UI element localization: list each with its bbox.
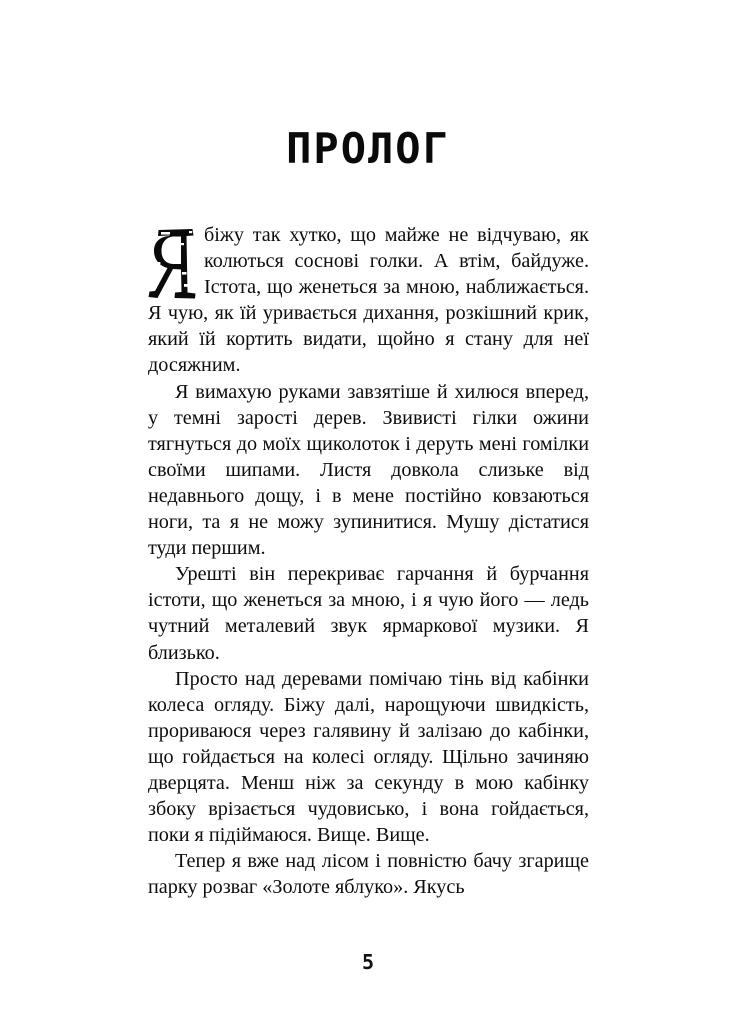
drop-cap-ya-icon (148, 226, 200, 300)
paragraph-1 (148, 222, 589, 379)
paragraph-3 (148, 561, 589, 665)
paragraph-2 (148, 379, 589, 562)
paragraph-text: Просто над деревами помічаю тінь від кабінки колеса огляду. Біжу далі, нарощуючи швидкість, прориваюся через галявину й залізаю до кабінки, що гойдається на колесі огляду. Щільно зачиняю дверцята. Менш ніж за секунду в мою кабінку збоку врізається чудовисько, і вона гойдається, поки я підіймаюся. Вище. Вище. (148, 667, 589, 847)
chapter-title: ПРОЛОГ (286, 124, 450, 174)
body-text (148, 222, 589, 900)
paragraph-4 (148, 666, 589, 849)
paragraph-text: Урешті він перекриває гарчання й бурчання істоти, що женеться за мною, і я чую його — ледь чутний металевий звук ярмаркової музики. Я близько. (148, 563, 589, 664)
paragraph-text: Тепер я вже над лісом і повністю бачу згарище парку розваг «Золоте яблуко». Якусь (148, 850, 589, 899)
paragraph-text: біжу так хутко, що майже не відчуваю, як колються соснові голки. А втім, байдуже. Істота, що женеться за мною, наближається. Я чую, як їй уривається дихання, розкішний крик, який їй кортить видати, щойно я стану для неї досяжним. (148, 224, 589, 377)
paragraph-5 (148, 848, 589, 900)
page-number: 5 (361, 950, 375, 974)
paragraph-text: Я вимахую руками завзятіше й хилюся вперед, у темні зарості дерев. Звивисті гілки ожини тягнуться до моїх щиколоток і деруть мені гомілки своїми шипами. Листя довкола слизьке від недавнього дощу, і в мене постійно ковзаються ноги, та я не можу зупинитися. Мушу дістатися туди першим. (148, 380, 589, 560)
